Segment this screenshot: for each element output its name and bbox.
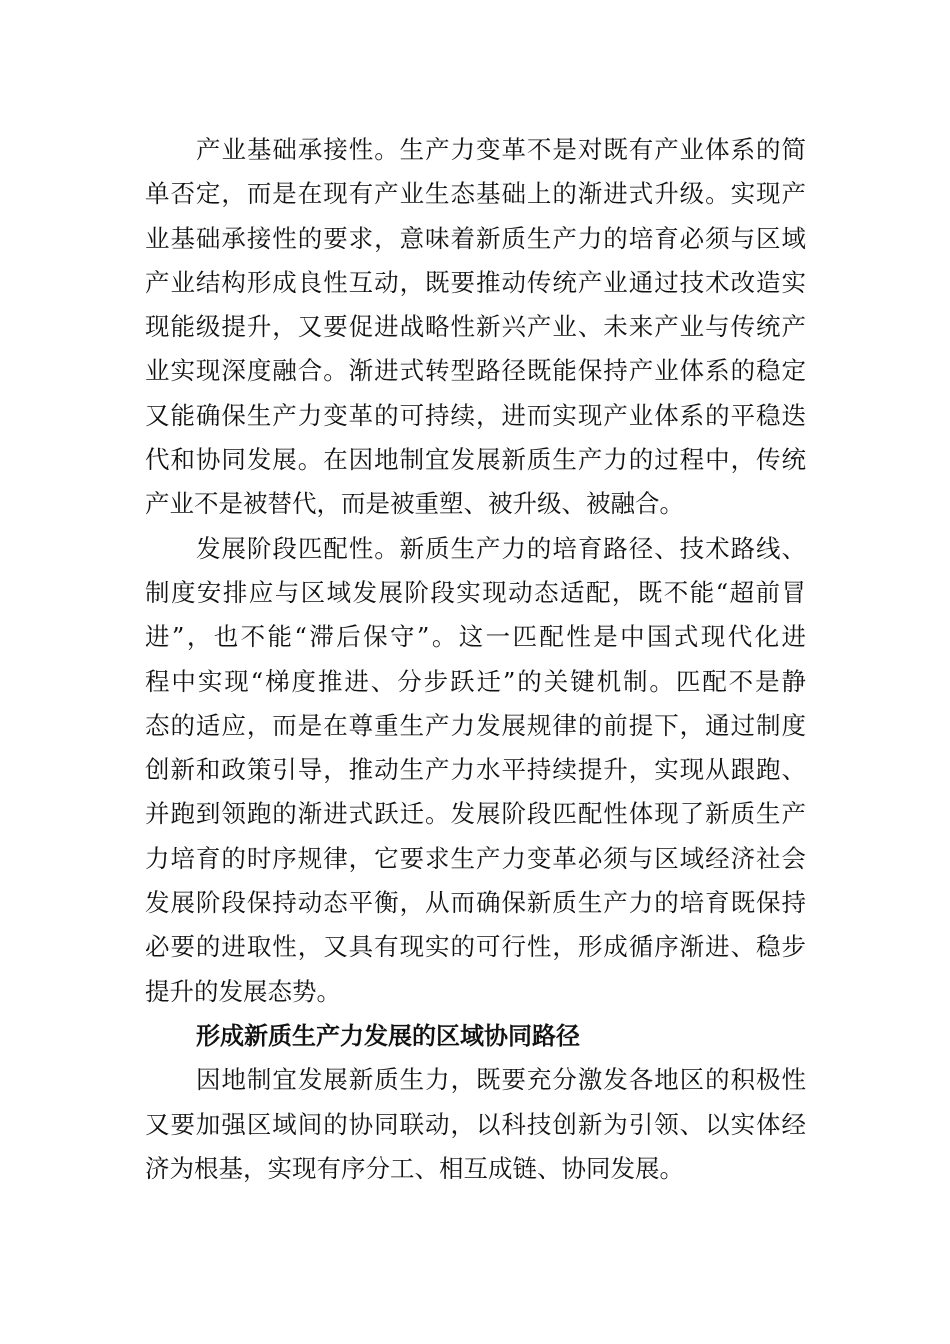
paragraph <box>145 1058 806 1191</box>
text-line: 态的适应，而是在尊重生产力发展规律的前提下，通过制度 <box>145 710 806 740</box>
text-line: 必要的进取性，又具有现实的可行性，形成循序渐进、稳步 <box>145 932 806 962</box>
text-line: 发展阶段保持动态平衡，从而确保新质生产力的培育既保持 <box>145 888 806 918</box>
text-line: 业实现深度融合。渐进式转型路径既能保持产业体系的稳定 <box>145 356 806 386</box>
text-line: 并跑到领跑的渐进式跃迁。发展阶段匹配性体现了新质生产 <box>145 799 806 829</box>
text-line: 因地制宜发展新质生力，既要充分激发各地区的积极性 <box>196 1065 806 1095</box>
text-line: 产业基础承接性。生产力变革不是对既有产业体系的简 <box>196 135 806 164</box>
text-line: 业基础承接性的要求，意味着新质生产力的培育必须与区域 <box>145 223 806 253</box>
heading-text: 形成新质生产力发展的区域协同路径 <box>196 1021 580 1050</box>
text-line: 现能级提升，又要促进战略性新兴产业、未来产业与传统产 <box>145 312 806 342</box>
text-line: 创新和政策引导，推动生产力水平持续提升，实现从跟跑、 <box>145 755 806 785</box>
text-line: 进”，也不能“滞后保守”。这一匹配性是中国式现代化进 <box>145 622 806 652</box>
document-body <box>145 128 806 1191</box>
text-line: 又要加强区域间的协同联动，以科技创新为引领、以实体经 <box>145 1109 806 1139</box>
text-line: 代和协同发展。在因地制宜发展新质生产力的过程中，传统 <box>145 445 806 475</box>
paragraph <box>145 128 806 527</box>
paragraph <box>145 527 806 1014</box>
text-line: 又能确保生产力变革的可持续，进而实现产业体系的平稳迭 <box>145 400 806 430</box>
text-line: 发展阶段匹配性。新质生产力的培育路径、技术路线、 <box>196 533 806 563</box>
text-line: 产业不是被替代，而是被重塑、被升级、被融合。 <box>145 489 684 519</box>
text-line: 力培育的时序规律，它要求生产力变革必须与区域经济社会 <box>145 843 806 873</box>
section-heading <box>145 1014 806 1058</box>
text-line: 提升的发展态势。 <box>145 976 341 1006</box>
text-line: 济为根基，实现有序分工、相互成链、协同发展。 <box>145 1153 684 1183</box>
text-line: 程中实现“梯度推进、分步跃迁”的关键机制。匹配不是静 <box>145 666 806 696</box>
text-line: 制度安排应与区域发展阶段实现动态适配，既不能“超前冒 <box>145 577 806 607</box>
text-line: 产业结构形成良性互动，既要推动传统产业通过技术改造实 <box>145 267 806 297</box>
text-line: 单否定，而是在现有产业生态基础上的渐进式升级。实现产 <box>145 179 806 209</box>
